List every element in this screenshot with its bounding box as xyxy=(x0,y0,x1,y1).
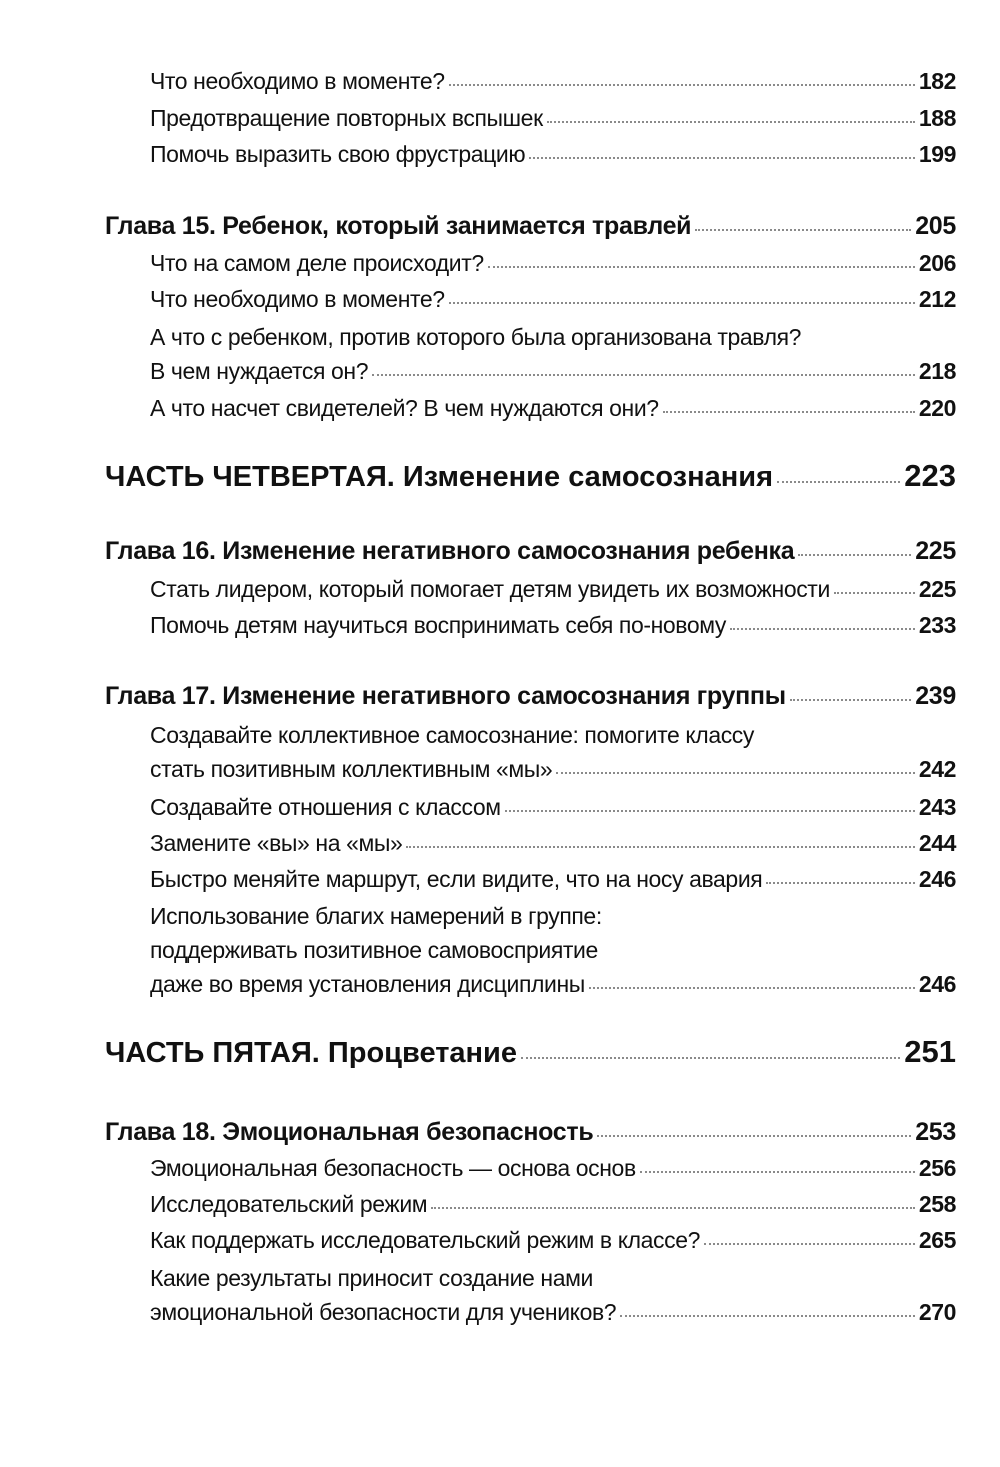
chapter-title: Глава 16. Изменение негативного самосознания ребенка xyxy=(105,537,795,565)
dot-leader xyxy=(597,1134,911,1137)
dot-leader xyxy=(640,1170,915,1173)
page-number: 188 xyxy=(918,105,956,131)
dot-leader xyxy=(834,591,915,594)
page-number: 233 xyxy=(918,612,956,638)
dot-leader xyxy=(766,881,914,884)
page-number: 270 xyxy=(918,1299,956,1325)
toc-entry xyxy=(150,610,956,640)
part-heading xyxy=(105,458,956,493)
dot-leader xyxy=(663,410,915,413)
page-number: 225 xyxy=(918,576,956,602)
entry-title: Что необходимо в моменте? xyxy=(150,68,445,94)
toc-entry xyxy=(150,66,956,96)
toc-entry xyxy=(150,248,956,278)
entry-title-line: Какие результаты приносит создание нами xyxy=(150,1265,593,1291)
page-number: 244 xyxy=(918,830,956,856)
toc-entry xyxy=(150,792,956,822)
chapter-heading xyxy=(105,211,956,241)
toc-entry xyxy=(150,574,956,604)
dot-leader xyxy=(449,301,915,304)
page-number: 242 xyxy=(918,756,956,782)
dot-leader xyxy=(589,986,915,989)
page-number: 253 xyxy=(915,1118,956,1146)
toc-entry xyxy=(150,284,956,314)
entry-title: Что необходимо в моменте? xyxy=(150,286,445,312)
dot-leader xyxy=(620,1314,915,1317)
entry-title-line: Создавайте коллективное самосознание: помогите классу xyxy=(150,722,755,748)
toc-entry-multiline xyxy=(150,718,956,786)
dot-leader xyxy=(704,1242,915,1245)
toc-entry xyxy=(150,1153,956,1183)
entry-title-line: эмоциональной безопасности для учеников? xyxy=(150,1299,617,1325)
entry-title: Помочь детям научиться воспринимать себя по-новому xyxy=(150,612,727,638)
page-number: 258 xyxy=(918,1191,956,1217)
part-title: ЧАСТЬ ЧЕТВЕРТАЯ. Изменение самосознания xyxy=(105,461,773,493)
entry-title: Что на самом деле происходит? xyxy=(150,250,484,276)
chapter-heading xyxy=(105,1117,956,1147)
page-number: 212 xyxy=(918,286,956,312)
page-number: 265 xyxy=(918,1227,956,1253)
dot-leader xyxy=(406,845,914,848)
entry-title-line: В чем нуждается он? xyxy=(150,358,369,384)
dot-leader xyxy=(488,265,915,268)
page-number: 256 xyxy=(918,1155,956,1181)
dot-leader xyxy=(790,698,911,701)
page-number: 199 xyxy=(918,141,956,167)
part-heading xyxy=(105,1034,956,1069)
page-number: 182 xyxy=(918,68,956,94)
toc-entry xyxy=(150,103,956,133)
page-number: 243 xyxy=(918,794,956,820)
page-number: 220 xyxy=(918,395,956,421)
dot-leader xyxy=(372,373,915,376)
toc-entry xyxy=(150,828,956,858)
page-number: 225 xyxy=(915,537,956,565)
toc-entry-multiline xyxy=(150,899,956,1001)
toc-entry xyxy=(150,864,956,894)
toc-entry xyxy=(150,393,956,423)
page-number: 206 xyxy=(918,250,956,276)
part-title: ЧАСТЬ ПЯТАЯ. Процветание xyxy=(105,1037,518,1069)
chapter-heading xyxy=(105,536,956,566)
toc-entry xyxy=(150,1189,956,1219)
chapter-title: Глава 17. Изменение негативного самосознания группы xyxy=(105,682,786,710)
entry-title-line: А что с ребенком, против которого была организована травля? xyxy=(150,324,802,350)
entry-title: Стать лидером, который помогает детям увидеть их возможности xyxy=(150,576,830,602)
entry-title: Помочь выразить свою фрустрацию xyxy=(150,141,526,167)
dot-leader xyxy=(547,120,915,123)
entry-title: Предотвращение повторных вспышек xyxy=(150,105,543,131)
entry-title: Быстро меняйте маршрут, если видите, что на носу авария xyxy=(150,866,763,892)
toc-entry-multiline xyxy=(150,320,956,388)
page-number: 223 xyxy=(904,458,956,493)
toc-entry-multiline xyxy=(150,1261,956,1329)
dot-leader xyxy=(798,553,911,556)
dot-leader xyxy=(505,809,915,812)
page-number: 246 xyxy=(918,866,956,892)
chapter-title: Глава 18. Эмоциональная безопасность xyxy=(105,1118,594,1146)
entry-title-line: Использование благих намерений в группе: xyxy=(150,903,602,929)
dot-leader xyxy=(431,1206,915,1209)
entry-title: Эмоциональная безопасность — основа основ xyxy=(150,1155,636,1181)
toc-entry xyxy=(150,139,956,169)
entry-title-line: поддерживать позитивное самовосприятие xyxy=(150,937,598,963)
dot-leader xyxy=(449,83,915,86)
dot-leader xyxy=(529,156,915,159)
dot-leader xyxy=(521,1056,900,1059)
page-number: 218 xyxy=(918,358,956,384)
page-number: 246 xyxy=(918,971,956,997)
dot-leader xyxy=(777,480,900,483)
entry-title: Создавайте отношения с классом xyxy=(150,794,501,820)
entry-title: А что насчет свидетелей? В чем нуждаются они? xyxy=(150,395,659,421)
entry-title-line: даже во время установления дисциплины xyxy=(150,971,585,997)
page-number: 239 xyxy=(915,682,956,710)
page-number: 251 xyxy=(904,1034,956,1069)
toc-entry xyxy=(150,1225,956,1255)
chapter-title: Глава 15. Ребенок, который занимается травлей xyxy=(105,212,692,240)
dot-leader xyxy=(695,228,911,231)
dot-leader xyxy=(556,771,915,774)
entry-title: Как поддержать исследовательский режим в классе? xyxy=(150,1227,701,1253)
chapter-heading xyxy=(105,681,956,711)
dot-leader xyxy=(730,627,915,630)
entry-title: Исследовательский режим xyxy=(150,1191,428,1217)
entry-title: Замените «вы» на «мы» xyxy=(150,830,403,856)
page-number: 205 xyxy=(915,212,956,240)
entry-title-line: стать позитивным коллективным «мы» xyxy=(150,756,553,782)
